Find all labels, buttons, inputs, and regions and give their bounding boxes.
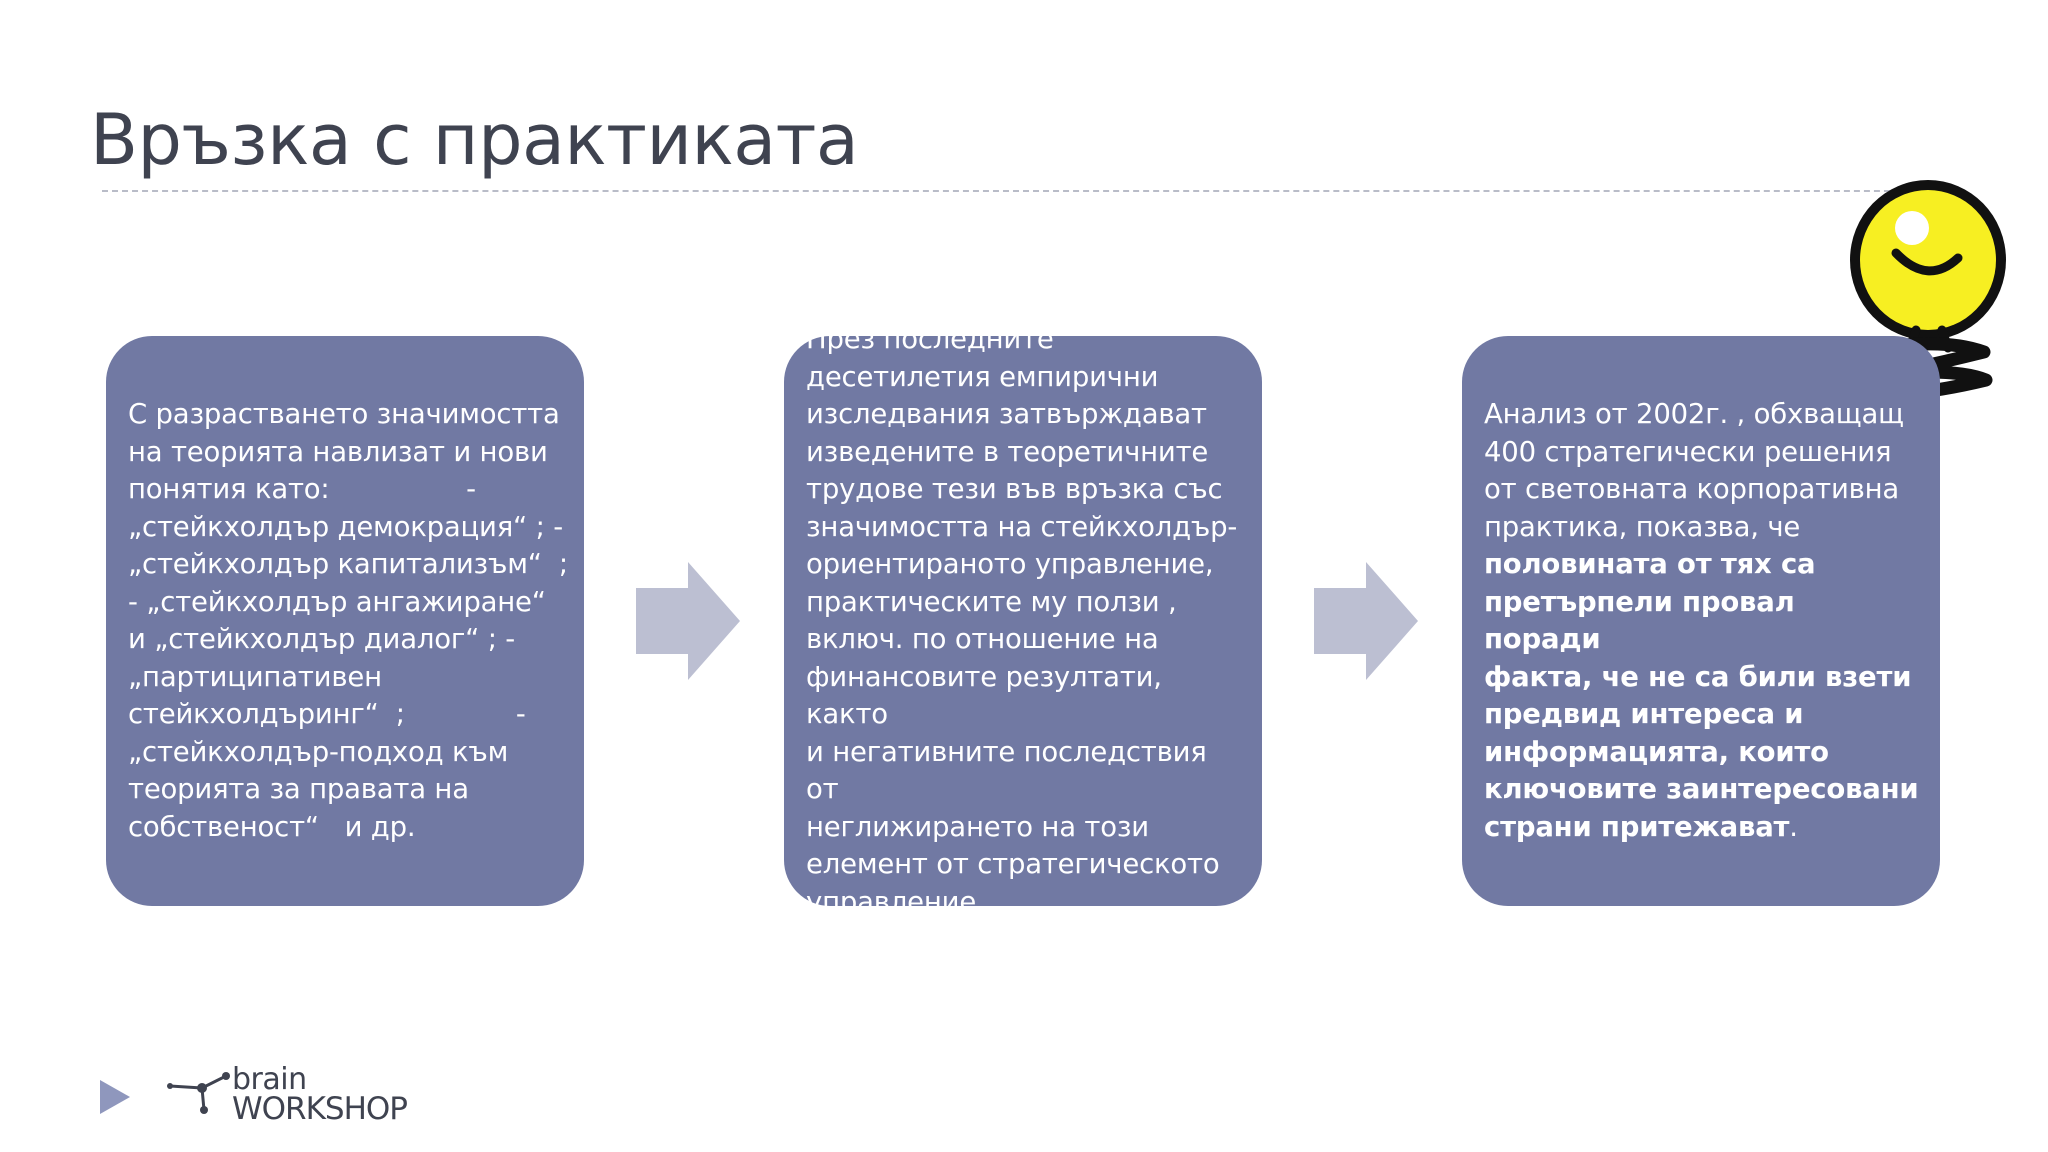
- right-arrow-icon: [1314, 562, 1418, 680]
- box-1-text: С разрастването значимостта на теорията навлизат и нови понятия като: - „стейкхолдър демокрация“ ; - „стейкхолдър капитализъм“ ; - „стейкхолдър ангажиране“ и „стейкхолдър диалог“ ; - „партиципативен стейкхолдъринг“ ; - „стейкхолдър-подход към теорията за правата на собственост“ и др.: [128, 398, 568, 843]
- content-box-analysis-2002: [1462, 336, 1940, 906]
- logo-molecule-icon: [166, 1072, 232, 1116]
- brain-workshop-logo: brain WORKSHOP: [166, 1064, 436, 1130]
- content-box-empirical-research: [784, 323, 1262, 918]
- content-box-stakeholder-concepts: [106, 336, 584, 906]
- right-arrow-icon: [636, 562, 740, 680]
- triangle-bullet-icon: [100, 1080, 130, 1114]
- box-2-text: През последните десетилетия емпирични изследвания затвърждават изведените в теоретичните трудове тези във връзка със значимостта на стейкхолдър- ориентираното управление, практическите му ползи , включ. по отношение на финансовите резултати, както и негативните последствия от неглижирането на този елемент от стратегическото управление.: [806, 323, 1238, 918]
- title-divider: [102, 190, 1940, 192]
- box-3-text: Анализ от 2002г. , обхващащ 400 стратегически решения от световната корпоративна практика, показва, че половината от тях са претърпели провал поради факта, че не са били взети предвид интереса и информацията, които ключовите заинтересовани страни притежават.: [1484, 398, 1919, 843]
- slide-title: Връзка с практиката: [90, 99, 859, 181]
